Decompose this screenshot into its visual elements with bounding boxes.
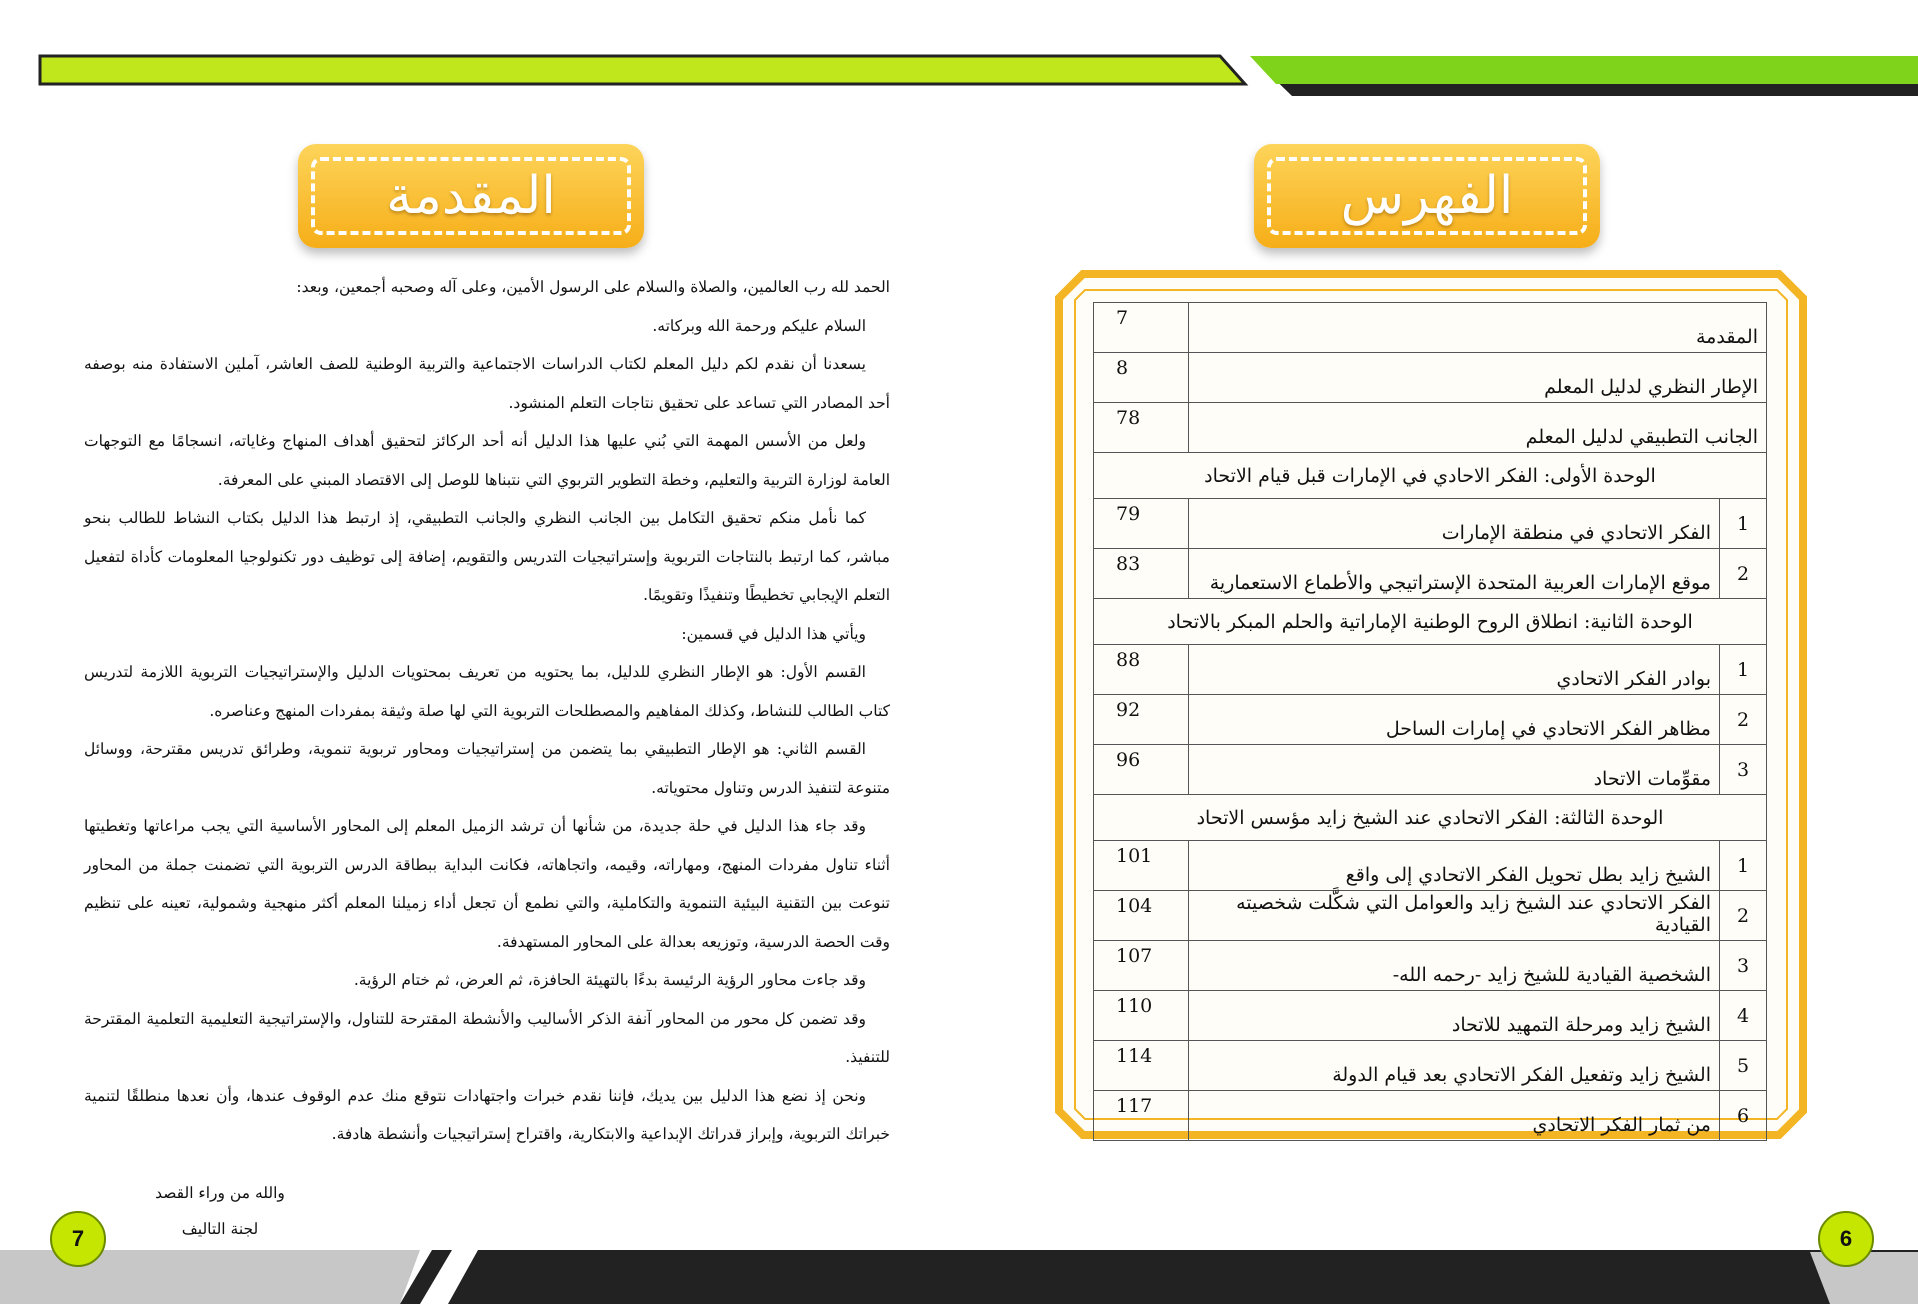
toc-lesson-title: مظاهر الفكر الاتحادي في إمارات الساحل [1189, 695, 1720, 745]
header-bar-left [40, 56, 1245, 84]
toc-lesson-num: 3 [1720, 745, 1767, 795]
toc-row-page: 7 [1094, 303, 1189, 353]
toc-lesson-num: 1 [1720, 841, 1767, 891]
toc-unit-row[interactable] [1094, 453, 1767, 499]
toc-row-title: المقدمة [1189, 303, 1767, 353]
toc-lesson-num: 6 [1720, 1091, 1767, 1141]
toc-lesson-num: 3 [1720, 941, 1767, 991]
toc-lesson-row[interactable] [1094, 645, 1767, 695]
toc-lesson-page: 117 [1094, 1091, 1189, 1141]
toc-lesson-num: 4 [1720, 991, 1767, 1041]
toc-lesson-title: بوادر الفكر الاتحادي [1189, 645, 1720, 695]
toc-row-title: الإطار النظري لدليل المعلم [1189, 353, 1767, 403]
toc-table [1093, 302, 1767, 1141]
toc-lesson-row[interactable] [1094, 1041, 1767, 1091]
toc-lesson-row[interactable] [1094, 891, 1767, 941]
intro-paragraph: ونحن إذ نضع هذا الدليل بين يديك، فإننا نقدم خبرات واجتهادات نتوقع منك عدم الوقوف عندها، وأن نعدها منطلقًا لتنمية خبراتك التربوية، وإبراز قدراتك الإبداعية والابتكارية، واقتراح إستراتيجيات وأنشطة هادفة. [84, 1086, 890, 1143]
toc-lesson-page: 88 [1094, 645, 1189, 695]
toc-lesson-num: 2 [1720, 891, 1767, 941]
toc-lesson-title: الشيخ زايد بطل تحويل الفكر الاتحادي إلى واقع [1189, 841, 1720, 891]
toc-lesson-num: 5 [1720, 1041, 1767, 1091]
intro-paragraph: ولعل من الأسس المهمة التي بُني عليها هذا الدليل أنه أحد الركائز لتحقيق أهداف المنهاج وغاياته، انسجامًا مع التوجهات العامة لوزارة التربية والتعليم، وخطة التطوير التربوي التي نتبناها للوصل إلى الاقتصاد المبني على المعرفة. [84, 432, 890, 489]
toc-lesson-row[interactable] [1094, 499, 1767, 549]
toc-lesson-page: 96 [1094, 745, 1189, 795]
toc-lesson-row[interactable] [1094, 549, 1767, 599]
toc-row[interactable] [1094, 303, 1767, 353]
intro-paragraph: السلام عليكم ورحمة الله وبركاته. [652, 316, 866, 335]
closing-line: والله من وراء القصد [155, 1184, 285, 1202]
toc-lesson-page: 107 [1094, 941, 1189, 991]
toc-heading-box [1254, 144, 1600, 248]
toc-lesson-row[interactable] [1094, 1091, 1767, 1141]
intro-heading: المقدمة [386, 166, 556, 226]
toc-heading: الفهرس [1340, 166, 1514, 226]
intro-closing [150, 1175, 290, 1247]
toc-unit-title: الوحدة الثانية: انطلاق الروح الوطنية الإماراتية والحلم المبكر بالاتحاد [1094, 599, 1767, 645]
toc-lesson-title: الشيخ زايد وتفعيل الفكر الاتحادي بعد قيام الدولة [1189, 1041, 1720, 1091]
toc-lesson-title: الشيخ زايد ومرحلة التمهيد للاتحاد [1189, 991, 1720, 1041]
toc-unit-title: الوحدة الأولى: الفكر الاحادي في الإمارات قبل قيام الاتحاد [1094, 453, 1767, 499]
intro-paragraph: القسم الثاني: هو الإطار التطبيقي بما يتضمن من إستراتيجيات ومحاور تربوية تنموية، وطرائق تدريس مقترحة، ووسائل متنوعة لتنفيذ الدرس وتناول محتوياته. [84, 740, 890, 797]
toc-lesson-page: 104 [1094, 891, 1189, 941]
toc-row[interactable] [1094, 353, 1767, 403]
intro-paragraph: الحمد لله رب العالمين، والصلاة والسلام على الرسول الأمين، وعلى آله وصحبه أجمعين، وبعد: [296, 278, 890, 296]
intro-paragraph: وقد جاء هذا الدليل في حلة جديدة، من شأنها أن ترشد الزميل المعلم إلى المحاور الأساسية التي يجب مراعاتها وتغطيتها أثناء تناول مفردات المنهج، ومهاراته، وقيمه، واتجاهاته، فكانت البداية ببطاقة الدرس التربوية التي تضمنت جملة من المحاور تنوعت بين التقنية البيئية التنموية والتكاملية، والتي نطمع أن تجعل أداء زميلنا المعلم أكثر منهجية وشمولية، تعينه على تنظيم وقت الحصة الدرسية، وتوزيعه بعدالة على المحاور المستهدفة. [84, 817, 890, 951]
toc-lesson-page: 101 [1094, 841, 1189, 891]
toc-lesson-num: 2 [1720, 549, 1767, 599]
header-bar-right [1250, 56, 1918, 84]
toc-lesson-title: من ثمار الفكر الاتحادي [1189, 1091, 1720, 1141]
toc-lesson-num: 1 [1720, 499, 1767, 549]
toc-lesson-row[interactable] [1094, 841, 1767, 891]
toc-row[interactable] [1094, 403, 1767, 453]
toc-lesson-title: الفكر الاتحادي في منطقة الإمارات [1189, 499, 1720, 549]
toc-lesson-page: 79 [1094, 499, 1189, 549]
toc-unit-row[interactable] [1094, 599, 1767, 645]
page-number-right: 6 [1818, 1211, 1874, 1267]
toc-row-title: الجانب التطبيقي لدليل المعلم [1189, 403, 1767, 453]
intro-paragraph: وقد تضمن كل محور من المحاور آنفة الذكر الأساليب والأنشطة المقترحة للتناول، والإستراتيجية التعليمية التعلمية المقترحة للتنفيذ. [84, 1009, 890, 1066]
toc-lesson-row[interactable] [1094, 745, 1767, 795]
toc-lesson-title: الفكر الاتحادي عند الشيخ زايد والعوامل التي شكَّلت شخصيته القيادية [1189, 891, 1720, 941]
footer-bar-right [448, 1250, 1918, 1304]
toc-lesson-row[interactable] [1094, 695, 1767, 745]
toc-unit-row[interactable] [1094, 795, 1767, 841]
intro-text [84, 268, 890, 1154]
toc-lesson-title: موقع الإمارات العربية المتحدة الإستراتيجي والأطماع الاستعمارية [1189, 549, 1720, 599]
page-number-left: 7 [50, 1211, 106, 1267]
toc-lesson-num: 2 [1720, 695, 1767, 745]
intro-paragraph: وقد جاءت محاور الرؤية الرئيسة بدءًا بالتهيئة الحافزة، ثم العرض، ثم ختام الرؤية. [353, 971, 866, 989]
toc-unit-title: الوحدة الثالثة: الفكر الاتحادي عند الشيخ زايد مؤسس الاتحاد [1094, 795, 1767, 841]
toc-row-page: 8 [1094, 353, 1189, 403]
toc-row-page: 78 [1094, 403, 1189, 453]
intro-paragraph: القسم الأول: هو الإطار النظري للدليل، بما يحتويه من تعريف بمحتويات الدليل والإستراتيجيات التربوية اللازمة لتدريس كتاب الطالب للنشاط، وكذلك المفاهيم والمصطلحات التربوية التي لها صلة وثيقة بمفردات المنهج وعناصره. [84, 663, 890, 720]
toc-lesson-row[interactable] [1094, 991, 1767, 1041]
intro-paragraph: كما نأمل منكم تحقيق التكامل بين الجانب النظري والجانب التطبيقي، إذ ارتبط هذا الدليل بكتاب النشاط للطالب بنحو مباشر، كما ارتبط بالنتاجات التربوية وإستراتيجيات التدريس والتقويم، إضافة إلى توظيف دور تكنولوجيا المعلومات كأداة لتفعيل التعلم الإيجابي تخطيطًا وتنفيذًا وتقويمًا. [84, 509, 890, 604]
toc-lesson-title: مقوِّمات الاتحاد [1189, 745, 1720, 795]
toc-lesson-num: 1 [1720, 645, 1767, 695]
toc-lesson-row[interactable] [1094, 941, 1767, 991]
intro-paragraph: ويأتي هذا الدليل في قسمين: [681, 624, 866, 643]
toc-lesson-page: 114 [1094, 1041, 1189, 1091]
toc-lesson-title: الشخصية القيادية للشيخ زايد -رحمه الله- [1189, 941, 1720, 991]
toc-lesson-page: 110 [1094, 991, 1189, 1041]
toc-lesson-page: 92 [1094, 695, 1189, 745]
signature-line: لجنة التاليف [181, 1220, 259, 1238]
toc-lesson-page: 83 [1094, 549, 1189, 599]
intro-paragraph: يسعدنا أن نقدم لكم دليل المعلم لكتاب الدراسات الاجتماعية والتربية الوطنية للصف العاشر، آملين الاستفادة منه بوصفه أحد المصادر التي تساعد على تحقيق نتاجات التعلم المنشود. [84, 355, 890, 412]
intro-heading-box [298, 144, 644, 248]
